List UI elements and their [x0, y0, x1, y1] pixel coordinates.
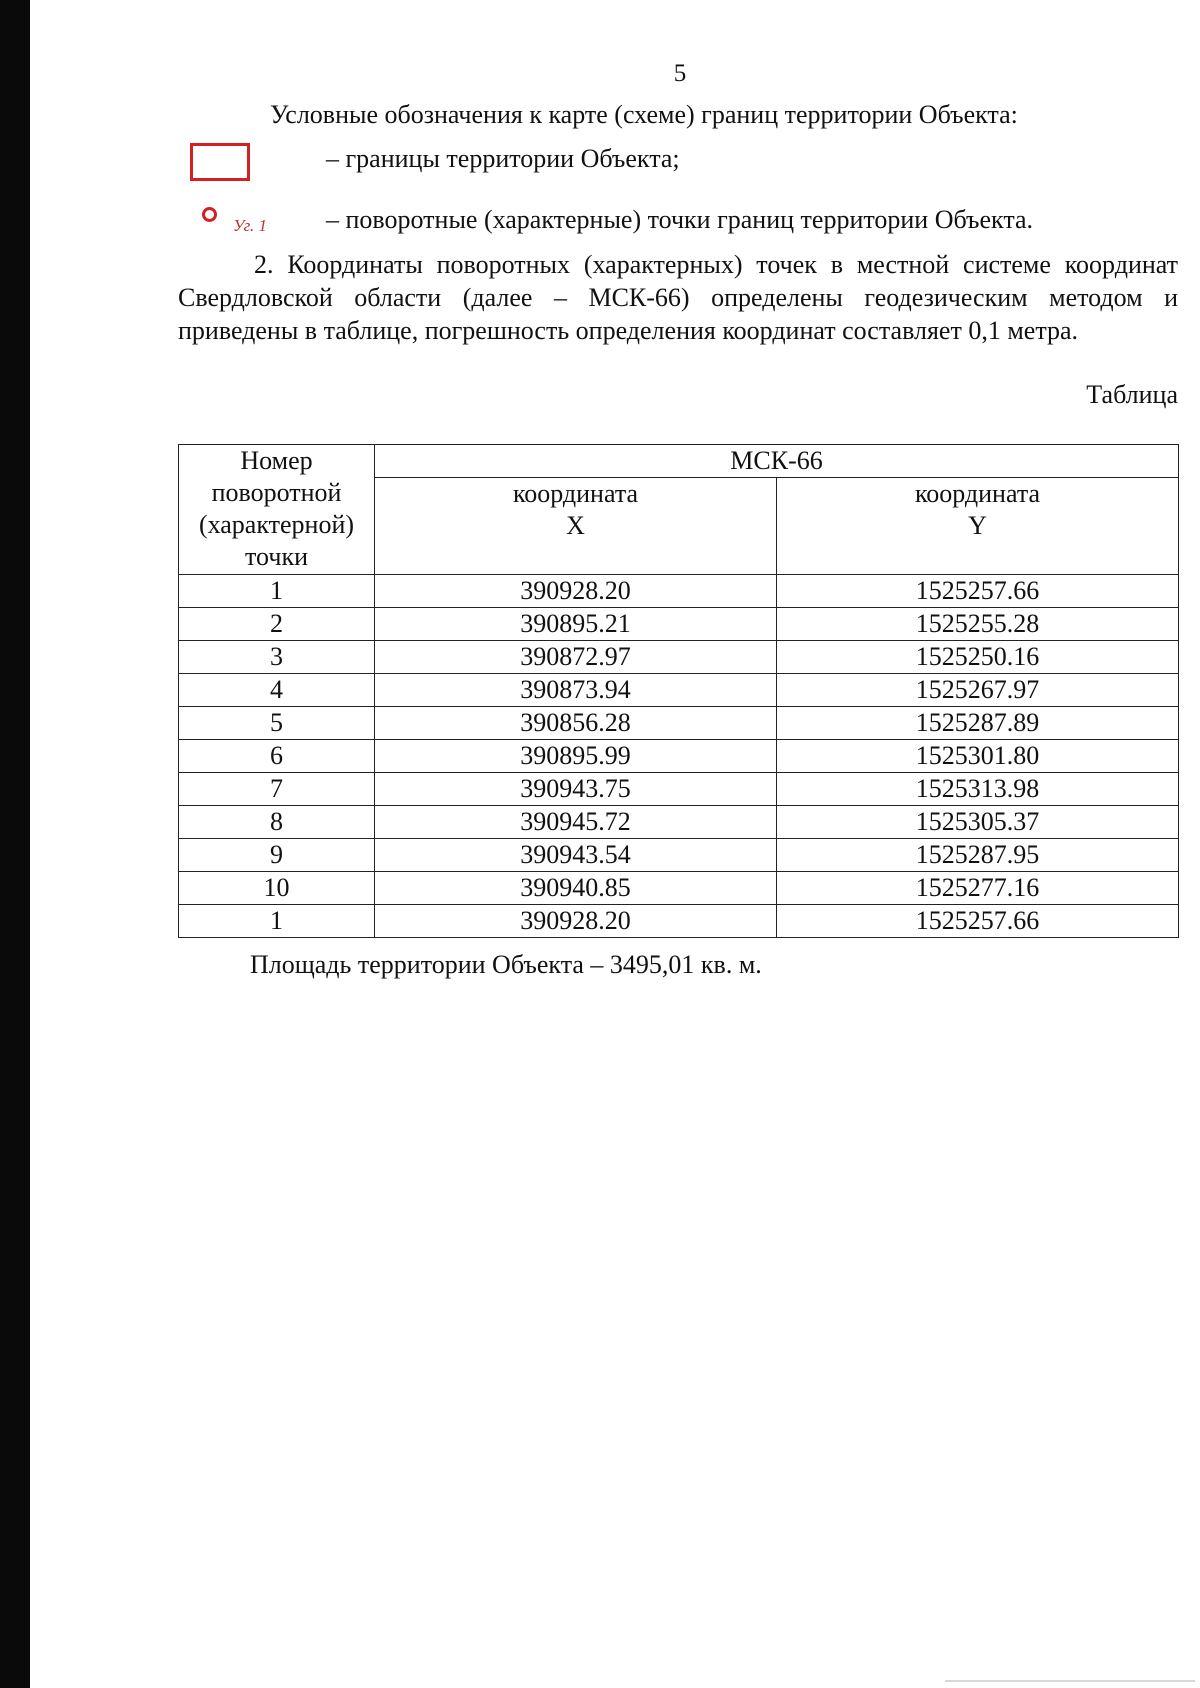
- y-coordinate: 1525277.16: [777, 872, 1179, 905]
- table-row: [179, 839, 1179, 872]
- x-coordinate: 390940.85: [375, 872, 777, 905]
- header-y-line1: координата: [914, 479, 1041, 508]
- x-coordinate: 390856.28: [375, 707, 777, 740]
- table-row: [179, 773, 1179, 806]
- x-coordinate: 390928.20: [375, 575, 777, 608]
- header-x: [375, 478, 777, 575]
- x-coordinate: 390873.94: [375, 674, 777, 707]
- point-legend-symbol-icon: [202, 207, 217, 222]
- point-number: 1: [179, 905, 375, 938]
- x-coordinate: 390895.99: [375, 740, 777, 773]
- header-x-line2: X: [566, 511, 585, 540]
- point-number: 10: [179, 872, 375, 905]
- table-row: [179, 575, 1179, 608]
- point-number: 3: [179, 641, 375, 674]
- y-coordinate: 1525267.97: [777, 674, 1179, 707]
- table-caption: Таблица: [1086, 380, 1178, 409]
- boundary-legend-symbol: [190, 143, 250, 181]
- table-row: [179, 608, 1179, 641]
- point-number: 5: [179, 707, 375, 740]
- legend-heading: Условные обозначения к карте (схеме) границ территории Объекта:: [270, 100, 1018, 129]
- x-coordinate: 390928.20: [375, 905, 777, 938]
- header-point-number: Номер поворотной (характерной) точки: [179, 445, 375, 575]
- y-coordinate: 1525250.16: [777, 641, 1179, 674]
- table-row: [179, 806, 1179, 839]
- area-statement: Площадь территории Объекта – 3495,01 кв. м.: [250, 950, 762, 979]
- y-coordinate: 1525255.28: [777, 608, 1179, 641]
- point-number: 9: [179, 839, 375, 872]
- table-row: [179, 674, 1179, 707]
- point-legend-text: – поворотные (характерные) точки границ территории Объекта.: [326, 205, 1034, 234]
- x-coordinate: 390895.21: [375, 608, 777, 641]
- y-coordinate: 1525287.89: [777, 707, 1179, 740]
- table-row: [179, 707, 1179, 740]
- table-row: [179, 905, 1179, 938]
- y-coordinate: 1525287.95: [777, 839, 1179, 872]
- header-y-line2: Y: [968, 511, 987, 540]
- point-number: 8: [179, 806, 375, 839]
- header-y: [777, 478, 1179, 575]
- point-number: 1: [179, 575, 375, 608]
- point-number: 2: [179, 608, 375, 641]
- x-coordinate: 390945.72: [375, 806, 777, 839]
- x-coordinate: 390943.75: [375, 773, 777, 806]
- coordinates-table: [178, 444, 1179, 938]
- y-coordinate: 1525313.98: [777, 773, 1179, 806]
- header-coordinate-system: МСК-66: [375, 445, 1179, 478]
- point-legend-label: Уг. 1: [233, 216, 267, 235]
- page-number: 5: [673, 60, 687, 87]
- table-row: [179, 872, 1179, 905]
- coordinates-paragraph: 2. Координаты поворотных (характерных) точек в местной системе координат Свердловской области (далее – МСК-66) определены геодезическим методом и приведены в таблице, погрешность определения координат составляет 0,1 метра.: [178, 250, 1178, 345]
- scan-edge-bar: [0, 0, 30, 1688]
- scan-artifact-line: [945, 1680, 1195, 1682]
- point-number: 4: [179, 674, 375, 707]
- x-coordinate: 390943.54: [375, 839, 777, 872]
- y-coordinate: 1525257.66: [777, 575, 1179, 608]
- header-x-line1: координата: [512, 479, 639, 508]
- y-coordinate: 1525301.80: [777, 740, 1179, 773]
- point-number: 7: [179, 773, 375, 806]
- table-row: [179, 740, 1179, 773]
- x-coordinate: 390872.97: [375, 641, 777, 674]
- y-coordinate: 1525257.66: [777, 905, 1179, 938]
- y-coordinate: 1525305.37: [777, 806, 1179, 839]
- point-number: 6: [179, 740, 375, 773]
- table-row: [179, 641, 1179, 674]
- boundary-legend-text: – границы территории Объекта;: [326, 144, 680, 173]
